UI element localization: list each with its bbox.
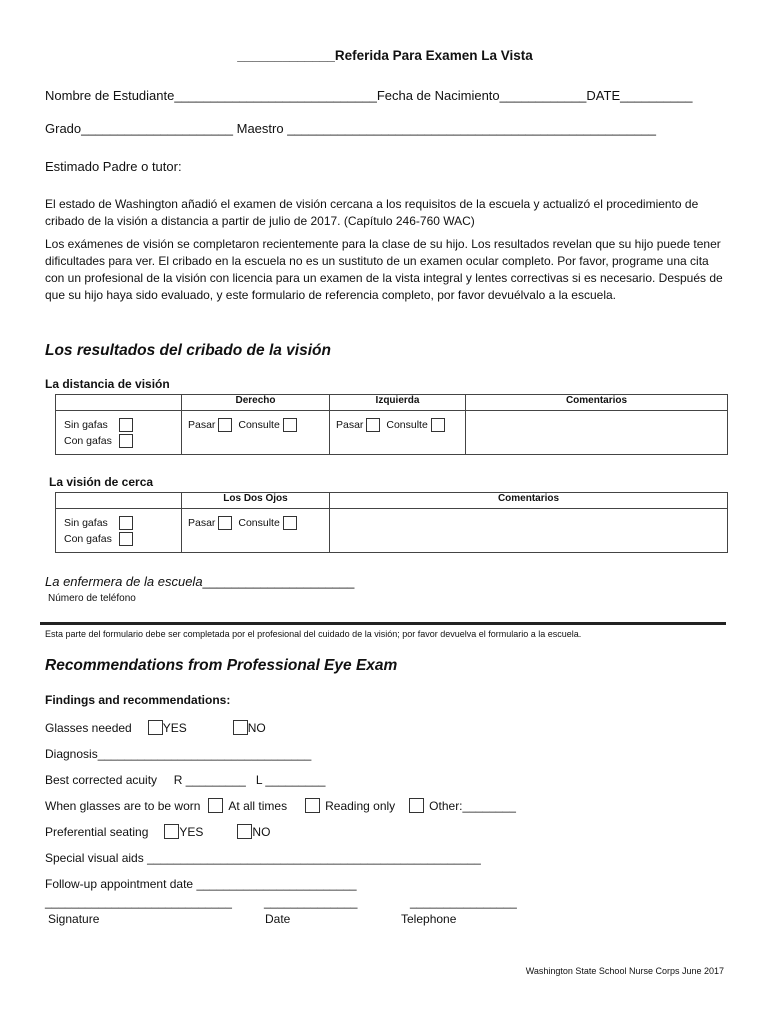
followup-field[interactable]: ________________________ [196, 877, 357, 891]
near-with-glasses-label: Con gafas [64, 533, 112, 545]
near-header-comments: Comentarios [330, 493, 728, 509]
form-title [0, 48, 770, 63]
distance-left-refer-label: Consulte [386, 419, 428, 431]
nurse-row [45, 574, 354, 589]
all-times-checkbox[interactable] [208, 798, 223, 813]
near-refer-label: Consulte [238, 517, 280, 529]
distance-comments-cell[interactable] [466, 411, 728, 455]
all-times-label: At all times [228, 798, 288, 813]
glasses-yes-label: YES [162, 720, 187, 735]
divider-note: Esta parte del formulario debe ser completada por el profesional del cuidado de la visión; por favor devuelva el formulario a la escuela. [45, 629, 582, 639]
near-pass-label: Pasar [188, 517, 216, 529]
date-field[interactable]: __________ [620, 88, 693, 103]
grade-label: Grado [45, 121, 82, 136]
seating-no-checkbox[interactable] [237, 824, 252, 839]
telephone-label: Telephone [401, 912, 457, 926]
acuity-label: Best corrected acuity [45, 773, 158, 787]
distance-right-eye-cell [182, 411, 330, 455]
diagnosis-field[interactable]: ________________________________ [97, 747, 312, 761]
phone-label: Número de teléfono [48, 593, 136, 604]
title-text: Referida Para Examen La Vista [334, 48, 533, 63]
distance-glasses-cell [56, 411, 182, 455]
teacher-label: Maestro [236, 121, 284, 136]
distance-without-glasses-checkbox[interactable] [119, 418, 133, 432]
near-vision-table [55, 492, 728, 553]
visual-aids-row [45, 851, 481, 865]
acuity-row [45, 773, 325, 787]
sign-date-line[interactable]: ______________ [264, 895, 358, 909]
when-worn-label: When glasses are to be worn [45, 798, 201, 813]
glasses-yes-checkbox[interactable] [148, 720, 163, 735]
seating-row [45, 824, 270, 839]
distance-with-glasses-label: Con gafas [64, 435, 112, 447]
sign-date-label: Date [265, 912, 291, 926]
distance-left-refer-checkbox[interactable] [431, 418, 445, 432]
near-comments-cell[interactable] [330, 509, 728, 553]
acuity-left-field[interactable]: L _________ [255, 773, 326, 787]
screening-heading: Los resultados del cribado de la visión [45, 342, 331, 359]
dob-label: Fecha de Nacimiento [376, 88, 500, 103]
near-refer-checkbox[interactable] [283, 516, 297, 530]
distance-without-glasses-label: Sin gafas [64, 419, 108, 431]
distance-header-comments: Comentarios [466, 395, 728, 411]
reading-only-checkbox[interactable] [305, 798, 320, 813]
distance-header-right: Derecho [182, 395, 330, 411]
signature-label: Signature [48, 912, 100, 926]
diagnosis-label: Diagnosis [45, 747, 98, 761]
teacher-field[interactable]: ___________________________________________________ [287, 121, 656, 136]
signature-line[interactable]: ____________________________ [45, 895, 232, 909]
distance-right-refer-checkbox[interactable] [283, 418, 297, 432]
followup-row [45, 877, 357, 891]
date-label: DATE [586, 88, 621, 103]
distance-left-pass-checkbox[interactable] [366, 418, 380, 432]
when-worn-row [45, 798, 516, 813]
near-without-glasses-checkbox[interactable] [119, 516, 133, 530]
section-divider [40, 622, 726, 625]
diagnosis-row [45, 747, 311, 761]
professional-heading: Recommendations from Professional Eye Exam [45, 657, 398, 674]
seating-yes-label: YES [179, 824, 204, 839]
student-name-field[interactable]: ____________________________ [174, 88, 377, 103]
distance-left-pass-label: Pasar [336, 419, 364, 431]
distance-right-pass-checkbox[interactable] [218, 418, 232, 432]
nurse-field[interactable]: _____________________ [202, 574, 355, 589]
distance-header-left: Izquierda [330, 395, 466, 411]
near-without-glasses-label: Sin gafas [64, 517, 108, 529]
visual-aids-field[interactable]: __________________________________________________ [147, 851, 481, 865]
near-pass-checkbox[interactable] [218, 516, 232, 530]
letter-paragraph-2: Los exámenes de visión se completaron recientemente para la clase de su hijo. Los resultados revelan que su hijo puede tener dificultades para ver. El cribado en la escuela no es un sustituto de un examen ocular completo. Por favor, programe una cita con un profesional de la visión con licencia para un examen de la vista integral y lentes correctivas si es necesario. Después de que su hijo haya sido evaluado, y este formulario de referencia completo, por favor devuélvalo a la escuela. [45, 237, 723, 302]
acuity-right-field[interactable]: R _________ [173, 773, 246, 787]
reading-only-label: Reading only [325, 798, 396, 813]
other-field[interactable]: Other:________ [429, 798, 516, 813]
distance-vision-table [55, 394, 728, 455]
near-header-both-eyes: Los Dos Ojos [182, 493, 330, 509]
footer-text: Washington State School Nurse Corps June 2017 [525, 966, 724, 976]
grade-field[interactable]: _____________________ [81, 121, 233, 136]
dob-field[interactable]: ____________ [499, 88, 587, 103]
near-header-blank [56, 493, 182, 509]
nurse-label: La enfermera de la escuela [45, 574, 203, 589]
salutation: Estimado Padre o tutor: [45, 159, 182, 174]
glasses-no-label: NO [247, 720, 266, 735]
visual-aids-label: Special visual aids [45, 851, 144, 865]
seating-yes-checkbox[interactable] [164, 824, 179, 839]
glasses-needed-row [45, 720, 266, 735]
distance-right-pass-label: Pasar [188, 419, 216, 431]
telephone-line[interactable]: ________________ [410, 895, 517, 909]
distance-vision-label: La distancia de visión [45, 377, 170, 391]
student-info-row-1 [45, 88, 692, 103]
other-checkbox[interactable] [409, 798, 424, 813]
distance-header-blank [56, 395, 182, 411]
seating-label: Preferential seating [45, 824, 149, 839]
near-glasses-cell [56, 509, 182, 553]
distance-right-refer-label: Consulte [238, 419, 280, 431]
near-both-eyes-cell [182, 509, 330, 553]
seating-no-label: NO [252, 824, 271, 839]
letter-paragraph-1: El estado de Washington añadió el examen de visión cercana a los requisitos de la escuela y actualizó el procedimiento de cribado de la visión a distancia a partir de julio de 2017. (Capítulo 246-760 WAC) [45, 197, 699, 228]
student-name-label: Nombre de Estudiante [45, 88, 175, 103]
distance-left-eye-cell [330, 411, 466, 455]
findings-label: Findings and recommendations: [45, 693, 231, 707]
student-info-row-2 [45, 121, 656, 136]
glasses-no-checkbox[interactable] [233, 720, 248, 735]
followup-label: Follow-up appointment date [45, 877, 194, 891]
near-vision-label: La visión de cerca [49, 475, 154, 489]
glasses-needed-label: Glasses needed [45, 720, 132, 735]
near-with-glasses-checkbox[interactable] [119, 532, 133, 546]
distance-with-glasses-checkbox[interactable] [119, 434, 133, 448]
title-blank[interactable]: _____________ [237, 48, 335, 63]
